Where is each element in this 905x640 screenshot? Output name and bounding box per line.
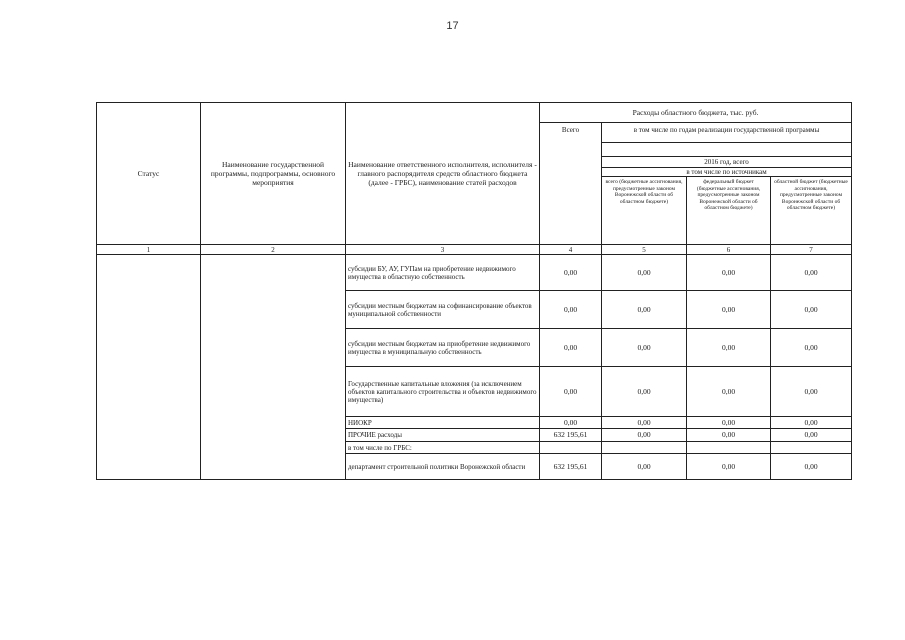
header-program-name: Наименование государственной программы, подпрограммы, основного мероприятия xyxy=(201,103,346,245)
row-label: НИОКР xyxy=(346,417,540,429)
row-label: департамент строительной политики Воронежской области xyxy=(346,454,540,480)
value-federal: 0,00 xyxy=(687,454,771,480)
value-src-total: 0,00 xyxy=(602,367,687,417)
header-executor: Наименование ответственного исполнителя, исполнителя - главного распорядителя средств областного бюджета (далее - ГРБС), наименование статей расходов xyxy=(346,103,540,245)
status-cell-empty xyxy=(97,255,201,480)
header-year-total: 2016 год, всего xyxy=(602,157,852,168)
value-federal: 0,00 xyxy=(687,429,771,442)
header-expenses: Расходы областного бюджета, тыс. руб. xyxy=(540,103,852,123)
value-src-total: 0,00 xyxy=(602,454,687,480)
value-federal: 0,00 xyxy=(687,367,771,417)
header-src-regional: областной бюджет (бюджетные ассигнования, предусмотренные законом Воронежской области об областном бюджете) xyxy=(771,177,852,245)
budget-table xyxy=(96,102,852,480)
header-status: Статус xyxy=(97,103,201,245)
value-total: 0,00 xyxy=(540,367,602,417)
value-total: 0,00 xyxy=(540,329,602,367)
value-federal: 0,00 xyxy=(687,291,771,329)
header-src-total: всего (бюджетные ассигнования, предусмотренные законом Воронежской области об областном бюджете) xyxy=(602,177,687,245)
header-by-years: в том числе по годам реализации государственной программы xyxy=(602,123,852,143)
value-total: 632 195,61 xyxy=(540,454,602,480)
row-label: субсидии БУ, АУ, ГУПам на приобретение недвижимого имущества в областную собственность xyxy=(346,255,540,291)
value-src-total: 0,00 xyxy=(602,417,687,429)
column-number: 1 xyxy=(97,245,201,255)
table-row xyxy=(97,255,852,291)
value-regional: 0,00 xyxy=(771,329,852,367)
value-regional: 0,00 xyxy=(771,429,852,442)
column-number: 5 xyxy=(602,245,687,255)
value-regional: 0,00 xyxy=(771,417,852,429)
value-regional: 0,00 xyxy=(771,255,852,291)
value-src-total: 0,00 xyxy=(602,429,687,442)
column-number: 3 xyxy=(346,245,540,255)
value-total: 632 195,61 xyxy=(540,429,602,442)
value-federal: 0,00 xyxy=(687,417,771,429)
column-number: 4 xyxy=(540,245,602,255)
value-src-total: 0,00 xyxy=(602,291,687,329)
header-src-federal: федеральный бюджет (бюджетные ассигнования, предусмотренные законом Воронежской области об областном бюджете) xyxy=(687,177,771,245)
page-number: 17 xyxy=(446,20,459,32)
program-cell-empty xyxy=(201,255,346,480)
header-spacer xyxy=(602,143,852,157)
value-regional xyxy=(771,442,852,454)
value-src-total: 0,00 xyxy=(602,329,687,367)
column-number: 2 xyxy=(201,245,346,255)
row-label: субсидии местным бюджетам на софинансирование объектов муниципальной собственности xyxy=(346,291,540,329)
value-regional: 0,00 xyxy=(771,454,852,480)
value-total: 0,00 xyxy=(540,255,602,291)
value-regional: 0,00 xyxy=(771,367,852,417)
value-federal: 0,00 xyxy=(687,329,771,367)
value-federal xyxy=(687,442,771,454)
column-number: 6 xyxy=(687,245,771,255)
value-total xyxy=(540,442,602,454)
row-label: Государственные капитальные вложения (за исключением объектов капитального строительства и объектов недвижимого имущества) xyxy=(346,367,540,417)
value-src-total: 0,00 xyxy=(602,255,687,291)
header-by-sources: в том числе по источникам xyxy=(602,168,852,177)
value-regional: 0,00 xyxy=(771,291,852,329)
value-total: 0,00 xyxy=(540,417,602,429)
row-label: субсидии местным бюджетам на приобретение недвижимого имущества в муниципальную собственность xyxy=(346,329,540,367)
value-src-total xyxy=(602,442,687,454)
row-label: ПРОЧИЕ расходы xyxy=(346,429,540,442)
column-number: 7 xyxy=(771,245,852,255)
header-total: Всего xyxy=(540,123,602,245)
value-federal: 0,00 xyxy=(687,255,771,291)
row-label: в том числе по ГРБС: xyxy=(346,442,540,454)
value-total: 0,00 xyxy=(540,291,602,329)
